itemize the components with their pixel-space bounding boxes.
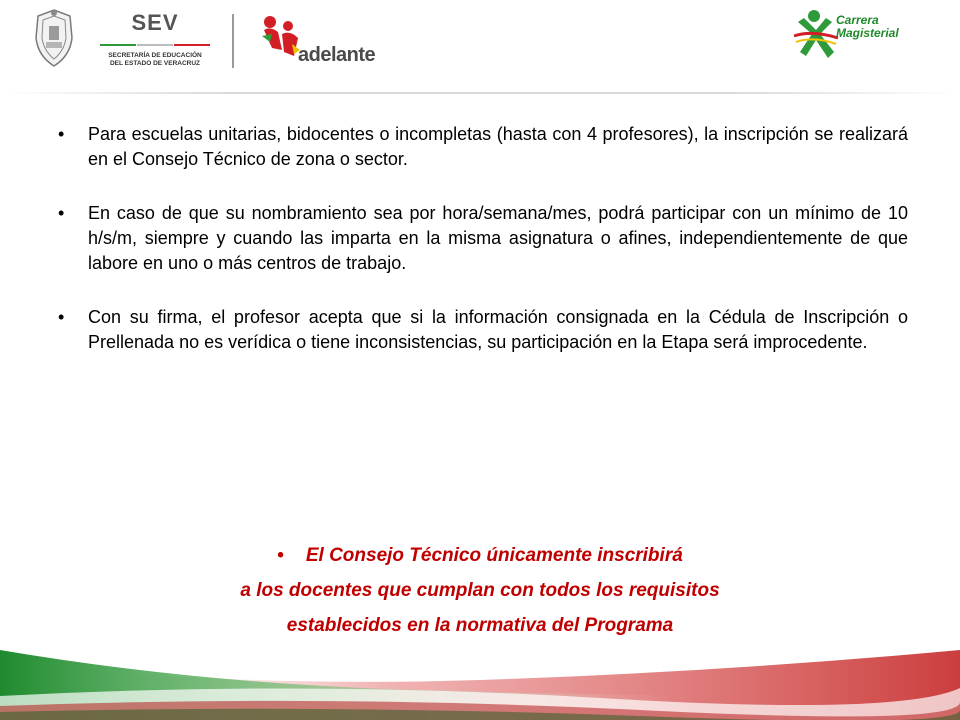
bullet-item bbox=[58, 305, 908, 355]
closing-line-1-text: El Consejo Técnico únicamente inscribirá bbox=[305, 545, 683, 566]
carrera-magisterial-logo-text bbox=[836, 14, 899, 40]
sev-logo-subtitle bbox=[100, 52, 210, 68]
sev-logo-title: SEV bbox=[131, 10, 179, 35]
logo-separator bbox=[232, 14, 234, 68]
closing-line-2: a los docentes que cumplan con todos los requisitos bbox=[240, 580, 720, 601]
veracruz-coat-of-arms-icon bbox=[32, 8, 76, 70]
bullet-item bbox=[58, 122, 908, 172]
sev-logo-stripe-gray bbox=[137, 44, 173, 46]
bullet-marker: • bbox=[58, 124, 65, 144]
bullet-item bbox=[58, 201, 908, 276]
bullet-marker: • bbox=[58, 307, 65, 327]
sev-subtitle-line-1: SECRETARÍA DE EDUCACIÓN bbox=[108, 52, 202, 59]
closing-line-1 bbox=[0, 538, 960, 573]
carrera-magisterial-icon bbox=[790, 8, 842, 68]
bullet-text: Con su firma, el profesor acepta que si la información consignada en la Cédula de Inscripción o Prellenada no es verídica o tiene inconsistencias, su participación en la Etapa será improcedente. bbox=[88, 307, 908, 352]
decorative-bottom-waves bbox=[0, 640, 960, 720]
adelante-figures-icon bbox=[258, 14, 302, 64]
closing-line-3: establecidos en la normativa del Programa bbox=[286, 615, 674, 636]
closing-statement bbox=[0, 538, 960, 643]
sev-logo-stripe-green bbox=[100, 44, 136, 46]
sev-subtitle-line-2: DEL ESTADO DE VERACRUZ bbox=[109, 60, 201, 67]
closing-bullet-marker: • bbox=[277, 545, 284, 566]
carrera-logo-line-2: Magisterial bbox=[836, 26, 899, 40]
sev-logo-stripe-red bbox=[174, 44, 210, 46]
adelante-logo-text: adelante bbox=[298, 44, 376, 66]
bullet-text: En caso de que su nombramiento sea por hora/semana/mes, podrá participar con un mínimo de 10 h/s/m, siempre y cuando las imparta en la misma asignatura o afines, independientemente de que labore en uno o más centros de trabajo. bbox=[88, 203, 908, 273]
bullet-marker: • bbox=[58, 203, 65, 223]
slide-header bbox=[0, 0, 960, 110]
bullet-text: Para escuelas unitarias, bidocentes o incompletas (hasta con 4 profesores), la inscripción se realizará en el Consejo Técnico de zona o sector. bbox=[88, 124, 908, 169]
carrera-logo-line-1: Carrera bbox=[836, 13, 879, 27]
bullet-list bbox=[58, 122, 908, 384]
sev-logo bbox=[100, 10, 210, 70]
header-divider bbox=[0, 92, 960, 94]
